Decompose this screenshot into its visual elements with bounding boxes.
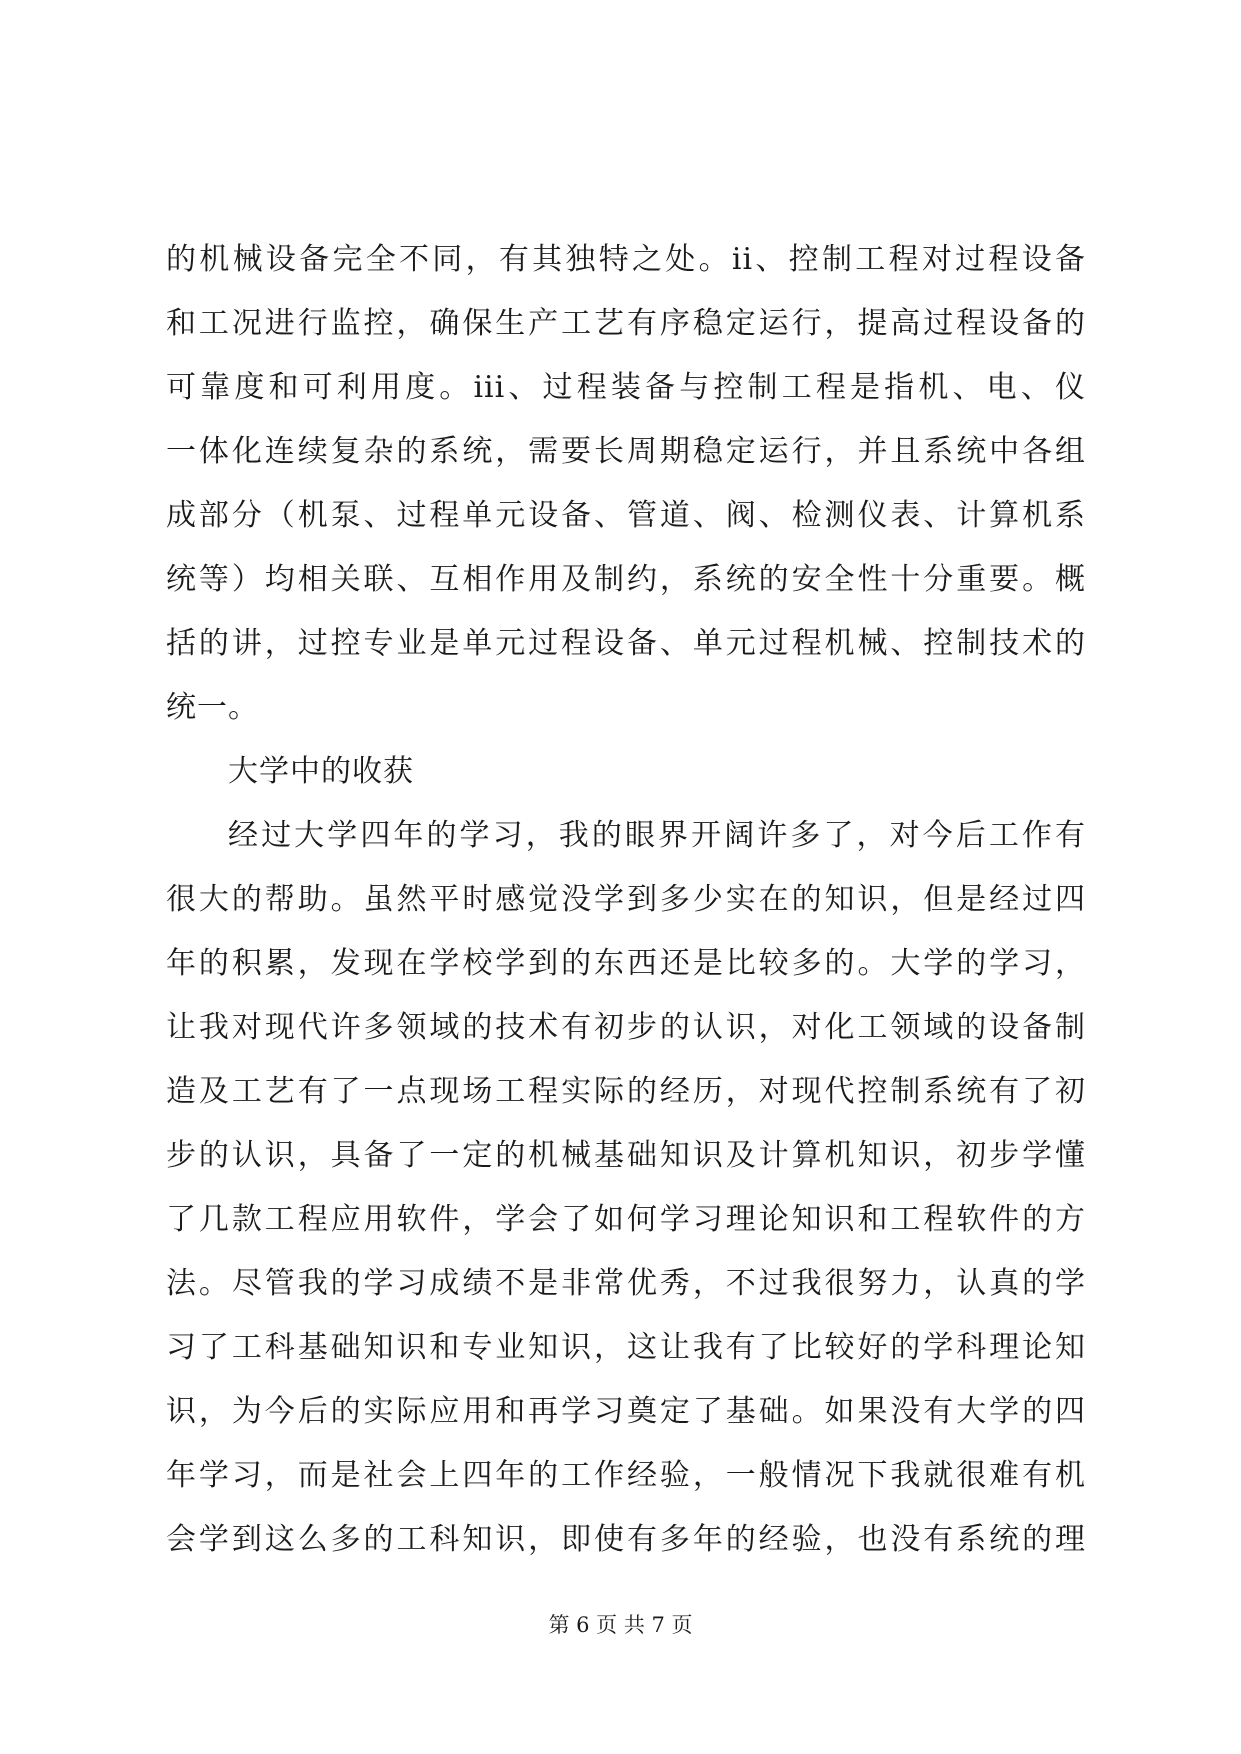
text-line: 了几款工程应用软件，学会了如何学习理论知识和工程软件的方 — [166, 1202, 1086, 1237]
text-line: 步的认识，具备了一定的机械基础知识及计算机知识，初步学懂 — [166, 1138, 1086, 1173]
page-number-footer: 第 6 页 共 7 页 — [548, 1613, 693, 1637]
text-line: 法。尽管我的学习成绩不是非常优秀，不过我很努力，认真的学 — [166, 1266, 1086, 1301]
paragraph-curriculum-intro — [166, 228, 1086, 740]
text-line: 年学习，而是社会上四年的工作经验，一般情况下我就很难有机 — [166, 1458, 1086, 1493]
text-line: 很大的帮助。虽然平时感觉没学到多少实在的知识，但是经过四 — [166, 882, 1086, 917]
text-line: 让我对现代许多领域的技术有初步的认识，对化工领域的设备制 — [166, 1010, 1086, 1045]
text-line: 年的积累，发现在学校学到的东西还是比较多的。大学的学习， — [166, 946, 1086, 981]
text-line: 经过大学四年的学习，我的眼界开阔许多了，对今后工作有 — [228, 818, 1086, 853]
text-line: 习了工科基础知识和专业知识，这让我有了比较好的学科理论知 — [166, 1330, 1086, 1365]
text-line: 识，为今后的实际应用和再学习奠定了基础。如果没有大学的四 — [166, 1394, 1086, 1429]
text-line: 统一。 — [166, 690, 259, 725]
text-line: 括的讲，过控专业是单元过程设备、单元过程机械、控制技术的 — [166, 626, 1086, 661]
document-body — [166, 228, 1086, 1572]
text-line: 可靠度和可利用度。iii、过程装备与控制工程是指机、电、仪 — [166, 370, 1086, 405]
text-line: 统等）均相关联、互相作用及制约，系统的安全性十分重要。概 — [166, 562, 1086, 597]
text-line: 成部分（机泵、过程单元设备、管道、阀、检测仪表、计算机系 — [166, 498, 1086, 533]
text-line: 的机械设备完全不同，有其独特之处。ii、控制工程对过程设备 — [166, 242, 1086, 277]
text-line: 会学到这么多的工科知识，即使有多年的经验，也没有系统的理 — [166, 1522, 1086, 1557]
text-line: 造及工艺有了一点现场工程实际的经历，对现代控制系统有了初 — [166, 1074, 1086, 1109]
text-line: 和工况进行监控，确保生产工艺有序稳定运行，提高过程设备的 — [166, 306, 1086, 341]
text-line: 一体化连续复杂的系统，需要长周期稳定运行，并且系统中各组 — [166, 434, 1086, 469]
paragraph-university-gains — [166, 804, 1086, 1572]
section-heading: 大学中的收获 — [228, 754, 414, 789]
